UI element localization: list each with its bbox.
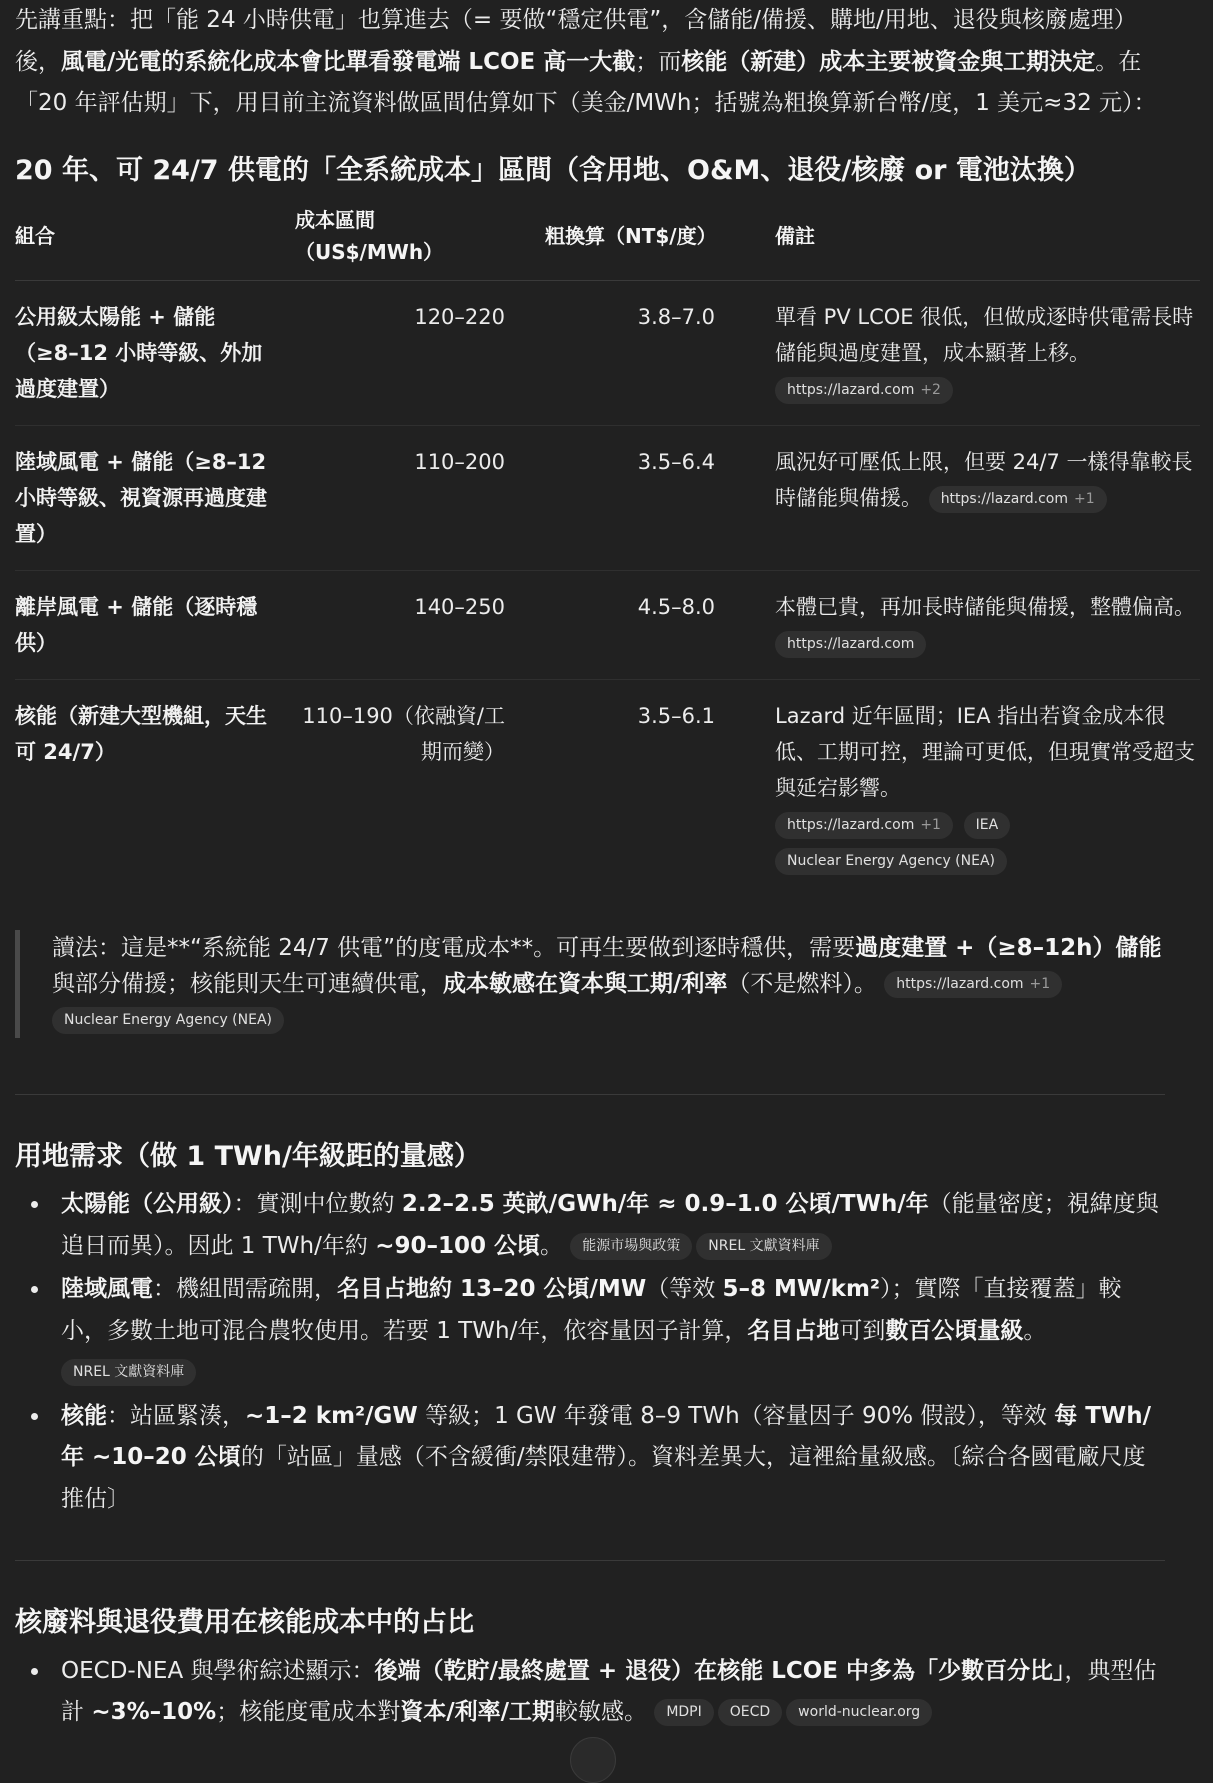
list-item [61,1269,1165,1394]
source-chip-label: Nuclear Energy Agency (NEA) [64,1012,272,1029]
item-text: ：實測中位數約 [233,1191,402,1218]
item-bold: 太陽能（公用級） [61,1191,234,1218]
intro-bold-2: 核能（新建）成本主要被資金與工期決定 [681,48,1096,75]
item-bold: 後端（乾貯/最終處置 + 退役）在核能 LCOE 中多為「少數百分比」 [374,1657,1065,1684]
cell-usd: 140–250 [285,571,515,680]
item-bold: 資本/利率/工期 [400,1699,555,1726]
source-chip-label: https://lazard.com [940,490,1069,507]
cell-combo: 離岸風電 + 儲能（逐時穩供） [15,571,285,680]
source-chip[interactable]: world-nuclear.org [786,1699,932,1726]
cell-ntd: 3.5–6.1 [637,704,715,729]
col-header-combo: 組合 [15,200,285,281]
source-chip-label: IEA [975,816,999,833]
cell-combo: 陸域風電 + 儲能（≥8–12 小時等級、視資源再過度建置） [15,426,285,571]
intro-bold-1: 風電/光電的系統化成本會比單看發電端 LCOE 高一大截 [61,48,636,75]
source-chip[interactable] [964,812,1011,839]
quote-bold-1: 過度建置 +（≥8–12h）儲能 [855,935,1162,962]
source-chip[interactable] [775,377,953,404]
source-chip[interactable] [775,848,1007,875]
table-header-row [15,200,1200,281]
item-bold: ~90–100 公頃 [375,1232,540,1259]
source-chip[interactable]: MDPI [654,1699,713,1726]
item-bold: 數百公頃量級 [885,1317,1024,1344]
source-chip-label: Nuclear Energy Agency (NEA) [787,852,995,869]
item-bold: 名目占地約 13–20 公頃/MW [337,1276,647,1303]
cell-note [725,680,1200,897]
item-text: 可到 [839,1317,886,1344]
item-bold: 名目占地 [747,1317,840,1344]
source-chip[interactable] [775,631,926,658]
item-bold: 陸域風電 [61,1276,153,1303]
note-text: 風況好可壓低上限，但要 24/7 一樣得靠較長時儲能與備援。 [775,450,1193,511]
item-text: 的「站區」量感（不含緩衝/禁限建帶）。資料差異大，這裡給量級感。〔綜合各國電廠尺度推估〕 [61,1444,1146,1512]
divider [15,1560,1165,1561]
source-chip-count: +1 [1074,490,1095,507]
table-row [15,281,1200,426]
item-text: ）；實際「直接覆蓋」較小，多數土地可混合農牧使用。若要 1 TWh/年，依容量因子計算， [61,1276,1122,1344]
scroll-to-bottom-button[interactable] [570,1737,616,1783]
blockquote-reading-note [15,930,1165,1038]
cell-ntd: 3.5–6.4 [515,426,725,571]
cell-note [725,571,1200,680]
source-chip-label: https://lazard.com [896,976,1024,993]
table-row [15,571,1200,680]
land-list [15,1184,1165,1520]
cell-ntd: 3.8–7.0 [515,281,725,426]
item-text: 等級；1 GW 年發電 8–9 TWh（容量因子 90% 假設），等效 [417,1402,1055,1429]
cell-usd: 120–220 [285,281,515,426]
item-bold: 2.2–2.5 英畝/GWh/年 ≈ 0.9–1.0 公頃/TWh/年 [401,1191,929,1218]
item-bold: 每 TWh/年 ~10–20 公頃 [61,1402,1152,1471]
list-item [61,1651,1165,1734]
list-item [61,1184,1165,1267]
cell-combo: 核能（新建大型機組，天生可 24/7） [15,704,267,765]
item-text: ：站區緊湊， [107,1402,245,1429]
item-bold: ~1–2 km²/GW [245,1402,418,1429]
intro-paragraph [15,0,1165,125]
cell-usd: 110–200 [285,426,515,571]
source-chip[interactable] [52,1007,284,1034]
source-chip-count: +2 [920,381,941,398]
cell-ntd: 4.5–8.0 [515,571,725,680]
note-text: 本體已貴，再加長時儲能與備援，整體偏高。 [775,595,1195,620]
item-text: OECD-NEA 與學術綜述顯示： [61,1657,375,1684]
waste-list [15,1651,1165,1734]
source-chip-count: +1 [920,816,941,833]
item-bold: 5–8 MW/km² [722,1276,881,1303]
source-chip-label: https://lazard.com [787,816,915,833]
cost-table [15,200,1200,897]
source-chip-count: +1 [1029,976,1051,993]
intro-text-2: ；而 [635,48,682,75]
table-row [15,680,1200,897]
quote-text-1: 讀法：這是**“系統能 24/7 供電”的度電成本**。可再生要做到逐時穩供，需要 [52,935,856,962]
item-bold: ~3%–10% [91,1699,217,1726]
source-chip[interactable] [929,486,1107,513]
source-chip[interactable] [775,812,953,839]
item-bold: 核能 [61,1402,107,1429]
source-chip[interactable] [884,971,1062,998]
table-row [15,426,1200,571]
item-text: 。 [1023,1317,1047,1344]
source-chip[interactable]: NREL 文獻資料庫 [696,1233,831,1260]
section-title-waste: 核廢料與退役費用在核能成本中的占比 [15,1607,474,1639]
intro-text-3: 。在「20 年評估期」下，用目前主流資料做區間估算如下（美金/MWh；括號為粗換算新台幣/度，1 美元≈32 元）： [15,48,1157,116]
section-title-land: 用地需求（做 1 TWh/年級距的量感） [15,1141,481,1173]
cell-note [725,426,1200,571]
item-text: ，典型估計 [61,1657,1157,1726]
source-chip-label: https://lazard.com [787,635,915,652]
source-chip[interactable]: 能源市場與政策 [570,1233,692,1260]
item-text: ：機組間需疏開， [153,1276,337,1303]
intro-text-1: 先講重點：把「能 24 小時供電」也算進去（= 要做“穩定供電”，含儲能/備援、購地/用地、退役與核廢處理）後， [15,7,1137,75]
col-header-usd: 成本區間（US$/MWh） [285,200,515,281]
cell-usd: 110–190（依融資/工期而變） [302,704,505,765]
section-title-cost: 20 年、可 24/7 供電的「全系統成本」區間（含用地、O&M、退役/核廢 or 電池汰換） [15,154,1091,186]
list-item [61,1396,1165,1521]
quote-bold-2: 成本敏感在資本與工期/利率 [443,971,728,998]
col-header-note: 備註 [725,200,1200,281]
note-text: Lazard 近年區間；IEA 指出若資金成本很低、工期可控，理論可更低，但現實常受超支與延宕影響。 [775,704,1195,801]
quote-text-3: （不是燃料）。 [727,971,877,998]
divider [15,1094,1165,1095]
cell-note [725,281,1200,426]
item-text: 。 [539,1232,563,1259]
col-header-ntd: 粗換算（NT$/度） [515,200,725,281]
item-text: ；核能度電成本對 [216,1699,401,1726]
item-text: 較敏感。 [555,1699,647,1726]
quote-text-2: 與部分備援；核能則天生可連續供電， [52,971,443,998]
source-chip[interactable]: OECD [718,1699,782,1726]
note-text: 單看 PV LCOE 很低，但做成逐時供電需長時儲能與過度建置，成本顯著上移。 [775,305,1194,366]
source-chip[interactable]: NREL 文獻資料庫 [61,1359,196,1386]
source-chip-label: https://lazard.com [787,381,915,398]
cell-combo: 公用級太陽能 + 儲能（≥8–12 小時等級、外加過度建置） [15,281,285,426]
item-text: （等效 [646,1276,723,1303]
item-text: （能量密度；視緯度與追日而異）。因此 1 TWh/年約 [61,1191,1159,1259]
